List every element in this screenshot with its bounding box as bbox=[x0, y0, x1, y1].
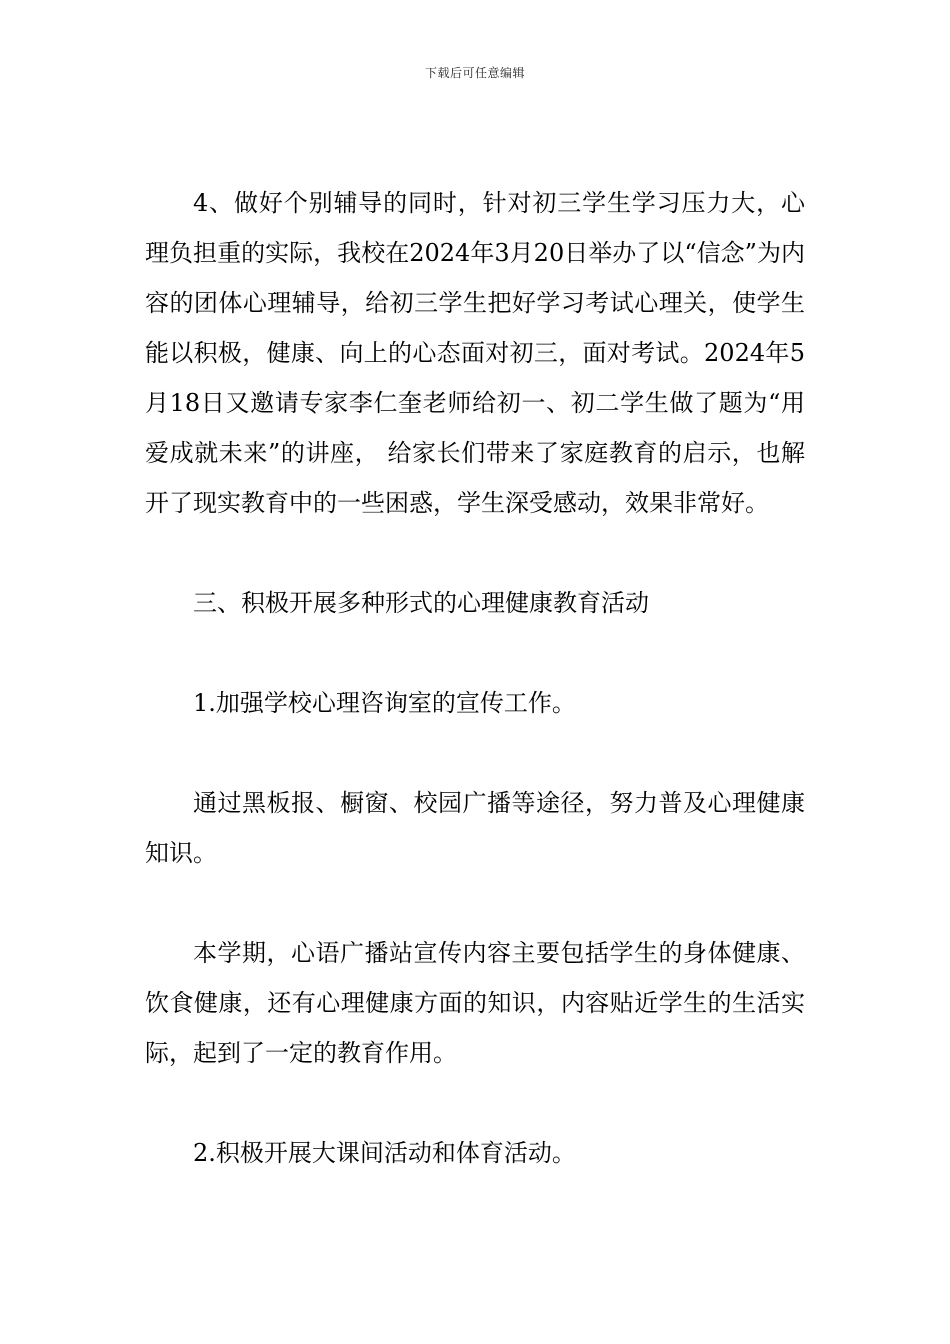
paragraph-counseling: 4、做好个别辅导的同时，针对初三学生学习压力大，心理负担重的实际，我校在2024年3月20日举办了以“信念”为内容的团体心理辅导，给初三学生把好学习考试心理关，使学生能以积极，健康、向上的心态面对初三，面对考试。2024年5月18日又邀请专家李仁奎老师给初一、初二学生做了题为“用爱成就未来”的讲座， 给家长们带来了家庭教育的启示，也解开了现实教育中的一些困惑，学生深受感动，效果非常好。 bbox=[145, 189, 805, 517]
section-heading-3: 三、积极开展多种形式的心理健康教育活动 bbox=[193, 589, 649, 617]
paragraph-gap bbox=[145, 878, 805, 928]
paragraph-gap bbox=[145, 628, 805, 678]
paragraph-publicity: 通过黑板报、橱窗、校园广播等途径，努力普及心理健康知识。 bbox=[145, 789, 805, 867]
list-item-1: 1.加强学校心理咨询室的宣传工作。 bbox=[193, 689, 576, 717]
paragraph-radio-station: 本学期，心语广播站宣传内容主要包括学生的身体健康、饮食健康，还有心理健康方面的知识，内容贴近学生的生活实际，起到了一定的教育作用。 bbox=[145, 939, 805, 1067]
page-header-note: 下载后可任意编辑 bbox=[424, 66, 525, 80]
paragraph-gap bbox=[145, 1078, 805, 1128]
paragraph-gap bbox=[145, 528, 805, 578]
list-item-2: 2.积极开展大课间活动和体育活动。 bbox=[193, 1139, 576, 1167]
document-body bbox=[145, 178, 805, 1178]
paragraph-gap bbox=[145, 728, 805, 778]
